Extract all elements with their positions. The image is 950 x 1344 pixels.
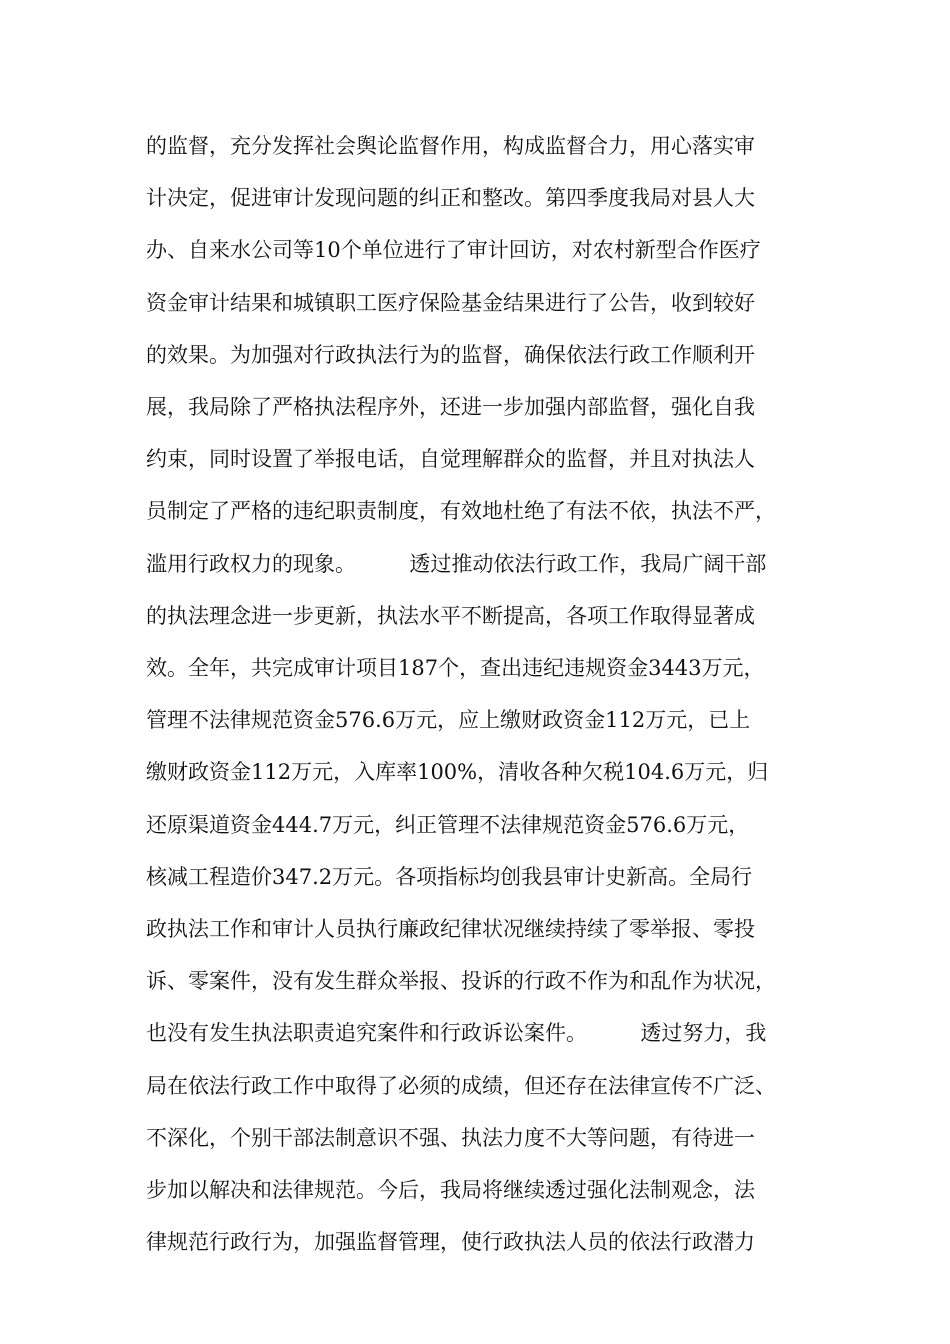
text-line: 核减工程造价347.2万元。各项指标均创我县审计史新高。全局行 bbox=[146, 865, 753, 889]
text-line: 办、自来水公司等10个单位进行了审计回访，对农村新型合作医疗 bbox=[146, 238, 761, 262]
text-line: 效。全年，共完成审计项目187个，查出违纪违规资金3443万元， bbox=[146, 656, 765, 680]
text-line: 步加以解决和法律规范。今后，我局将继续透过强化法制观念，法 bbox=[146, 1178, 755, 1202]
text-line: 展，我局除了严格执法程序外，还进一步加强内部监督，强化自我 bbox=[146, 395, 755, 419]
text-line: 缴财政资金112万元，入库率100%，清收各种欠税104.6万元，归 bbox=[146, 760, 769, 784]
text-line: 的监督，充分发挥社会舆论监督作用，构成监督合力，用心落实审 bbox=[146, 134, 755, 158]
text-line: 的效果。为加强对行政执法行为的监督，确保依法行政工作顺利开 bbox=[146, 343, 755, 367]
text-line: 也没有发生执法职责追究案件和行政诉讼案件。 透过努力，我 bbox=[146, 1021, 767, 1045]
text-line: 律规范行政行为，加强监督管理，使行政执法人员的依法行政潜力 bbox=[146, 1230, 755, 1254]
text-line: 计决定，促进审计发现问题的纠正和整改。第四季度我局对县人大 bbox=[146, 186, 755, 210]
text-line: 还原渠道资金444.7万元，纠正管理不法律规范资金576.6万元， bbox=[146, 813, 750, 837]
text-line: 局在依法行政工作中取得了必须的成绩，但还存在法律宣传不广泛、 bbox=[146, 1074, 776, 1098]
text-line: 不深化，个别干部法制意识不强、执法力度不大等问题，有待进一 bbox=[146, 1126, 755, 1150]
text-line: 滥用行政权力的现象。 透过推动依法行政工作，我局广阔干部 bbox=[146, 552, 767, 576]
text-line: 管理不法律规范资金576.6万元，应上缴财政资金112万元，已上 bbox=[146, 708, 751, 732]
text-line: 员制定了严格的违纪职责制度，有效地杜绝了有法不依，执法不严， bbox=[146, 499, 776, 523]
text-line: 约束，同时设置了举报电话，自觉理解群众的监督，并且对执法人 bbox=[146, 447, 755, 471]
text-line: 资金审计结果和城镇职工医疗保险基金结果进行了公告，收到较好 bbox=[146, 291, 755, 315]
text-line: 的执法理念进一步更新，执法水平不断提高，各项工作取得显著成 bbox=[146, 604, 755, 628]
text-line: 政执法工作和审计人员执行廉政纪律状况继续持续了零举报、零投 bbox=[146, 917, 755, 941]
text-line: 诉、零案件，没有发生群众举报、投诉的行政不作为和乱作为状况， bbox=[146, 969, 776, 993]
